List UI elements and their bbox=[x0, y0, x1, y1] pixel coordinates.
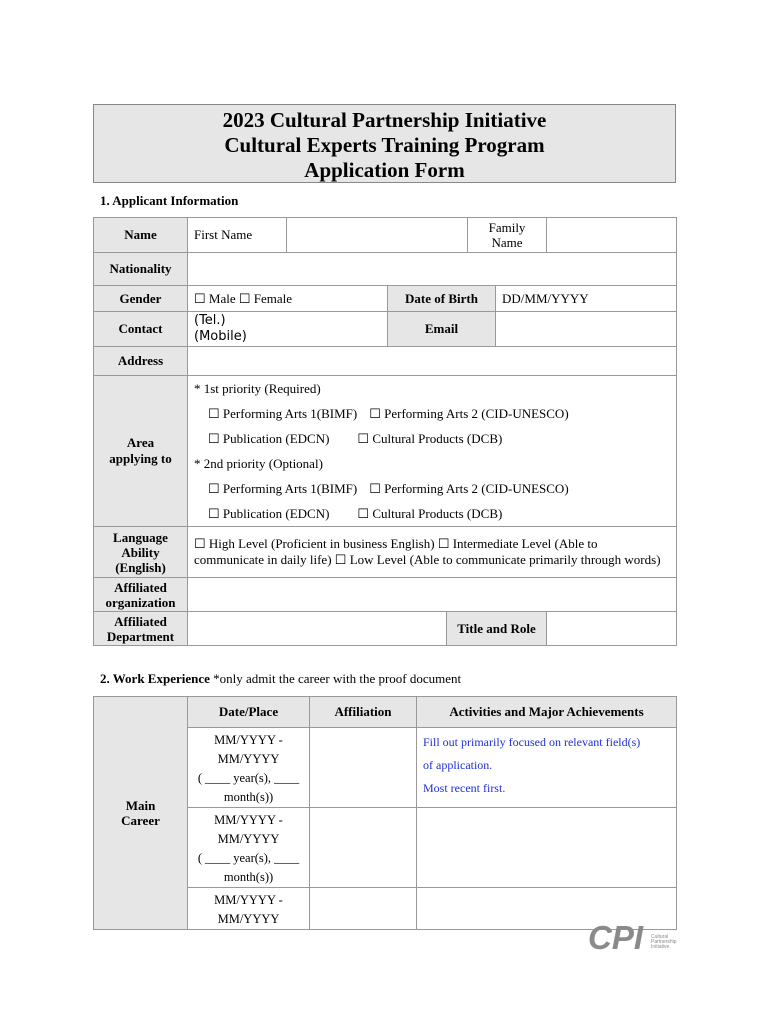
col-affiliation: Affiliation bbox=[310, 697, 417, 728]
p2-cultural-products[interactable]: ☐ Cultural Products (DCB) bbox=[357, 506, 503, 521]
first-name-label: First Name bbox=[188, 218, 287, 253]
language-label-line2: Ability bbox=[121, 544, 160, 560]
affiliated-dept-label-line1: Affiliated bbox=[114, 613, 167, 629]
career-3-date[interactable] bbox=[188, 888, 310, 930]
affiliated-org-field[interactable] bbox=[188, 578, 677, 612]
second-priority-label: * 2nd priority (Optional) bbox=[194, 456, 323, 471]
gender-options[interactable]: ☐ Male ☐ Female bbox=[188, 286, 388, 312]
area-options bbox=[188, 376, 677, 527]
first-priority-row-2 bbox=[194, 426, 670, 451]
col-activities: Activities and Major Achievements bbox=[417, 697, 677, 728]
p2-publication[interactable]: ☐ Publication (EDCN) bbox=[208, 506, 330, 521]
p1-publication[interactable]: ☐ Publication (EDCN) bbox=[208, 431, 330, 446]
cpi-logo-sub-3: Initiative bbox=[651, 944, 670, 950]
first-priority-row-1 bbox=[194, 401, 670, 426]
second-priority-row-2 bbox=[194, 501, 670, 526]
cpi-logo-sub-1: Cultural bbox=[651, 934, 669, 940]
applicant-info-table bbox=[93, 217, 677, 646]
section-2-note: *only admit the career with the proof document bbox=[209, 671, 462, 686]
name-label: Name bbox=[94, 218, 188, 253]
career-2-date-l4: month(s)) bbox=[223, 870, 274, 884]
gender-label: Gender bbox=[94, 286, 188, 312]
tel-label: (Tel.) bbox=[194, 313, 226, 328]
second-priority-row-1 bbox=[194, 476, 670, 501]
family-name-field[interactable] bbox=[547, 218, 677, 253]
career-1-date-l4: month(s)) bbox=[223, 790, 274, 804]
email-label: Email bbox=[388, 312, 496, 347]
career-1-date-l3: ( ____ year(s), ____ bbox=[197, 771, 300, 785]
title-role-label: Title and Role bbox=[447, 612, 547, 646]
title-role-field[interactable] bbox=[547, 612, 677, 646]
cpi-logo-mark bbox=[588, 920, 680, 952]
section-2-heading bbox=[100, 671, 461, 687]
family-name-label bbox=[468, 218, 547, 253]
title-line-2: Cultural Experts Training Program bbox=[224, 133, 545, 157]
p1-performing-arts-2[interactable]: ☐ Performing Arts 2 (CID-UNESCO) bbox=[369, 406, 569, 421]
address-label: Address bbox=[94, 347, 188, 376]
section-2-title: 2. Work Experience bbox=[100, 671, 210, 686]
language-label-line1: Language bbox=[113, 529, 168, 545]
email-field[interactable] bbox=[496, 312, 677, 347]
form-title-box bbox=[93, 104, 676, 183]
title-line-3: Application Form bbox=[304, 158, 465, 182]
career-2-activities[interactable] bbox=[417, 808, 677, 888]
career-3-date-l2: MM/YYYY bbox=[217, 912, 280, 926]
career-2-date-l2: MM/YYYY bbox=[217, 832, 280, 846]
career-1-affiliation[interactable] bbox=[310, 728, 417, 808]
contact-label: Contact bbox=[94, 312, 188, 347]
career-1-date-l2: MM/YYYY bbox=[217, 752, 280, 766]
career-1-date[interactable] bbox=[188, 728, 310, 808]
career-2-date-l1: MM/YYYY - bbox=[214, 813, 283, 827]
family-name-label-line2: Name bbox=[491, 235, 523, 250]
first-name-field[interactable] bbox=[287, 218, 468, 253]
cpi-logo-text: CPI bbox=[588, 920, 644, 952]
col-date-place: Date/Place bbox=[188, 697, 310, 728]
career-1-date-l1: MM/YYYY - bbox=[214, 733, 283, 747]
career-3-date-l1: MM/YYYY - bbox=[214, 893, 283, 907]
cpi-logo-sub-2: Partnership bbox=[651, 939, 677, 945]
p1-cultural-products[interactable]: ☐ Cultural Products (DCB) bbox=[357, 431, 503, 446]
career-2-affiliation[interactable] bbox=[310, 808, 417, 888]
activities-hint-2: of application. bbox=[423, 758, 493, 772]
main-career-label-line1: Main bbox=[125, 798, 156, 813]
nationality-label: Nationality bbox=[94, 253, 188, 286]
dob-label: Date of Birth bbox=[388, 286, 496, 312]
family-name-label-line1: Family bbox=[488, 220, 526, 235]
career-3-affiliation[interactable] bbox=[310, 888, 417, 930]
language-options[interactable]: ☐ High Level (Proficient in business English) ☐ Intermediate Level (Able to communicate in daily life) ☐ Low Level (Able to communicate primarily through words) bbox=[188, 527, 677, 578]
p2-performing-arts-2[interactable]: ☐ Performing Arts 2 (CID-UNESCO) bbox=[369, 481, 569, 496]
p1-performing-arts-1[interactable]: ☐ Performing Arts 1(BIMF) bbox=[208, 406, 358, 421]
title-line-1: 2023 Cultural Partnership Initiative bbox=[222, 108, 547, 132]
p2-performing-arts-1[interactable]: ☐ Performing Arts 1(BIMF) bbox=[208, 481, 358, 496]
affiliated-dept-field[interactable] bbox=[188, 612, 447, 646]
mobile-label: (Mobile) bbox=[194, 329, 247, 344]
work-experience-table bbox=[93, 696, 677, 930]
first-priority-label: * 1st priority (Required) bbox=[194, 381, 321, 396]
activities-hint-3: Most recent first. bbox=[423, 781, 506, 795]
career-1-activities[interactable] bbox=[417, 728, 677, 808]
language-label-line3: (English) bbox=[115, 559, 166, 575]
address-field[interactable] bbox=[188, 347, 677, 376]
career-2-date[interactable] bbox=[188, 808, 310, 888]
affiliated-dept-label bbox=[94, 612, 188, 646]
affiliated-org-label-line1: Affiliated bbox=[114, 579, 167, 595]
dob-field[interactable]: DD/MM/YYYY bbox=[496, 286, 677, 312]
main-career-label bbox=[94, 697, 188, 930]
language-label bbox=[94, 527, 188, 578]
affiliated-org-label-line2: organization bbox=[105, 594, 176, 610]
contact-field[interactable] bbox=[188, 312, 388, 347]
area-label bbox=[94, 376, 188, 527]
nationality-field[interactable] bbox=[188, 253, 677, 286]
career-2-date-l3: ( ____ year(s), ____ bbox=[197, 851, 300, 865]
section-1-heading: 1. Applicant Information bbox=[100, 193, 239, 208]
affiliated-dept-label-line2: Department bbox=[106, 628, 175, 644]
cpi-logo bbox=[588, 920, 680, 957]
area-label-line2: applying to bbox=[109, 451, 172, 466]
affiliated-org-label bbox=[94, 578, 188, 612]
activities-hint-1: Fill out primarily focused on relevant field(s) bbox=[423, 735, 641, 749]
area-label-line1: Area bbox=[126, 435, 155, 450]
main-career-label-line2: Career bbox=[121, 813, 160, 828]
